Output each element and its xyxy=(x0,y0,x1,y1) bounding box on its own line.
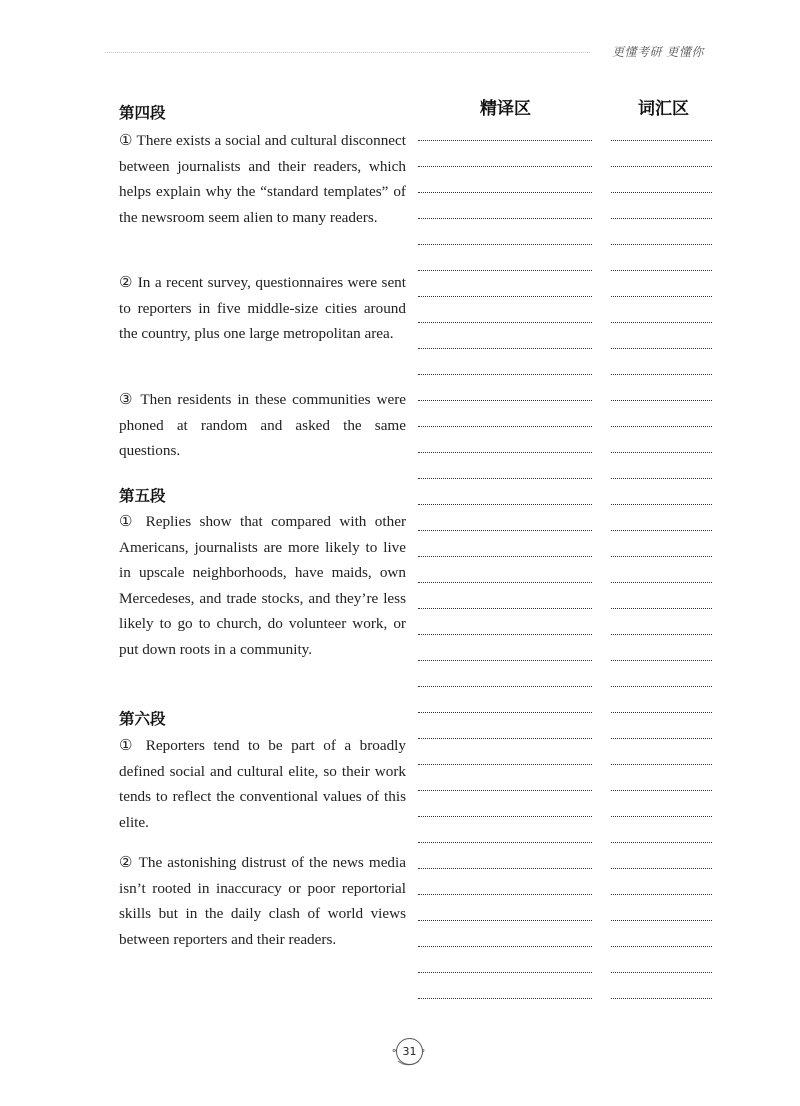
vocabulary-write-line xyxy=(611,374,712,375)
vocabulary-write-line xyxy=(611,166,712,167)
section-heading: 第六段 xyxy=(119,710,166,728)
vocabulary-write-line xyxy=(611,686,712,687)
vocabulary-write-line xyxy=(611,426,712,427)
vocabulary-write-line xyxy=(611,582,712,583)
translation-write-line xyxy=(418,348,592,349)
translation-write-line xyxy=(418,478,592,479)
vocabulary-write-line xyxy=(611,400,712,401)
page-number: 31 xyxy=(396,1038,423,1065)
translation-write-line xyxy=(418,556,592,557)
vocabulary-write-line xyxy=(611,842,712,843)
translation-write-line xyxy=(418,816,592,817)
vocabulary-write-line xyxy=(611,712,712,713)
translation-write-line xyxy=(418,946,592,947)
translation-write-line xyxy=(418,764,592,765)
paragraph: ③ Then residents in these communities were phoned at random and asked the same questions. xyxy=(119,391,406,460)
vocabulary-write-line xyxy=(611,348,712,349)
translation-write-line xyxy=(418,296,592,297)
vocabulary-write-line xyxy=(611,738,712,739)
vocabulary-write-line xyxy=(611,322,712,323)
section-heading: 第四段 xyxy=(119,104,166,122)
vocabulary-write-line xyxy=(611,192,712,193)
translation-write-line xyxy=(418,270,592,271)
translation-write-line xyxy=(418,972,592,973)
translation-write-line xyxy=(418,374,592,375)
translation-write-line xyxy=(418,322,592,323)
translation-write-line xyxy=(418,244,592,245)
translation-write-line xyxy=(418,790,592,791)
vocabulary-write-line xyxy=(611,972,712,973)
translation-write-line xyxy=(418,660,592,661)
vocabulary-write-line xyxy=(611,816,712,817)
paragraph: ① There exists a social and cultural disconnect between journalists and their readers, which helps explain why the “standard templates” of the newsroom seem alien to many readers. xyxy=(119,132,406,226)
translation-write-line xyxy=(418,530,592,531)
translation-write-line xyxy=(418,920,592,921)
translation-write-line xyxy=(418,218,592,219)
translation-write-line xyxy=(418,634,592,635)
vocabulary-write-line xyxy=(611,608,712,609)
paragraph: ① Reporters tend to be part of a broadly defined social and cultural elite, so their work tends to reflect the conventional values of this elite. xyxy=(119,737,406,831)
vocabulary-write-line xyxy=(611,504,712,505)
vocabulary-write-line xyxy=(611,634,712,635)
translation-write-line xyxy=(418,894,592,895)
translation-write-line xyxy=(418,452,592,453)
translation-write-line xyxy=(418,738,592,739)
translation-write-line xyxy=(418,582,592,583)
vocabulary-write-line xyxy=(611,244,712,245)
vocabulary-write-line xyxy=(611,556,712,557)
vocabulary-column-title: 词汇区 xyxy=(638,99,689,119)
header-slogan: 更懂考研 更懂你 xyxy=(612,45,704,59)
header-divider xyxy=(105,52,590,53)
vocabulary-write-line xyxy=(611,270,712,271)
translation-write-line xyxy=(418,608,592,609)
vocabulary-write-line xyxy=(611,140,712,141)
translation-write-line xyxy=(418,712,592,713)
section-heading: 第五段 xyxy=(119,487,166,505)
vocabulary-write-line xyxy=(611,296,712,297)
translation-write-line xyxy=(418,166,592,167)
paragraph: ② The astonishing distrust of the news media isn’t rooted in inaccuracy or poor reportorial skills but in the daily clash of world views between reporters and their readers. xyxy=(119,854,406,948)
vocabulary-write-line xyxy=(611,920,712,921)
translation-write-line xyxy=(418,192,592,193)
vocabulary-write-line xyxy=(611,790,712,791)
vocabulary-write-line xyxy=(611,868,712,869)
vocabulary-write-line xyxy=(611,218,712,219)
paragraph: ① Replies show that compared with other Americans, journalists are more likely to live in upscale neighborhoods, have maids, own Mercedeses, and trade stocks, and they’re less likely to go to church, do volunteer work, or put down roots in a community. xyxy=(119,513,406,658)
translation-write-line xyxy=(418,686,592,687)
translation-write-line xyxy=(418,868,592,869)
vocabulary-write-line xyxy=(611,452,712,453)
vocabulary-write-line xyxy=(611,478,712,479)
vocabulary-write-line xyxy=(611,530,712,531)
vocabulary-write-line xyxy=(611,946,712,947)
translation-write-line xyxy=(418,842,592,843)
vocabulary-write-line xyxy=(611,764,712,765)
translation-write-line xyxy=(418,400,592,401)
vocabulary-write-line xyxy=(611,660,712,661)
translation-write-line xyxy=(418,140,592,141)
vocabulary-write-line xyxy=(611,998,712,999)
translation-write-line xyxy=(418,426,592,427)
vocabulary-write-line xyxy=(611,894,712,895)
translation-write-line xyxy=(418,504,592,505)
translation-column-title: 精译区 xyxy=(480,99,531,119)
paragraph: ② In a recent survey, questionnaires were sent to reporters in five middle-size cities around the country, plus one large metropolitan area. xyxy=(119,274,406,343)
translation-write-line xyxy=(418,998,592,999)
